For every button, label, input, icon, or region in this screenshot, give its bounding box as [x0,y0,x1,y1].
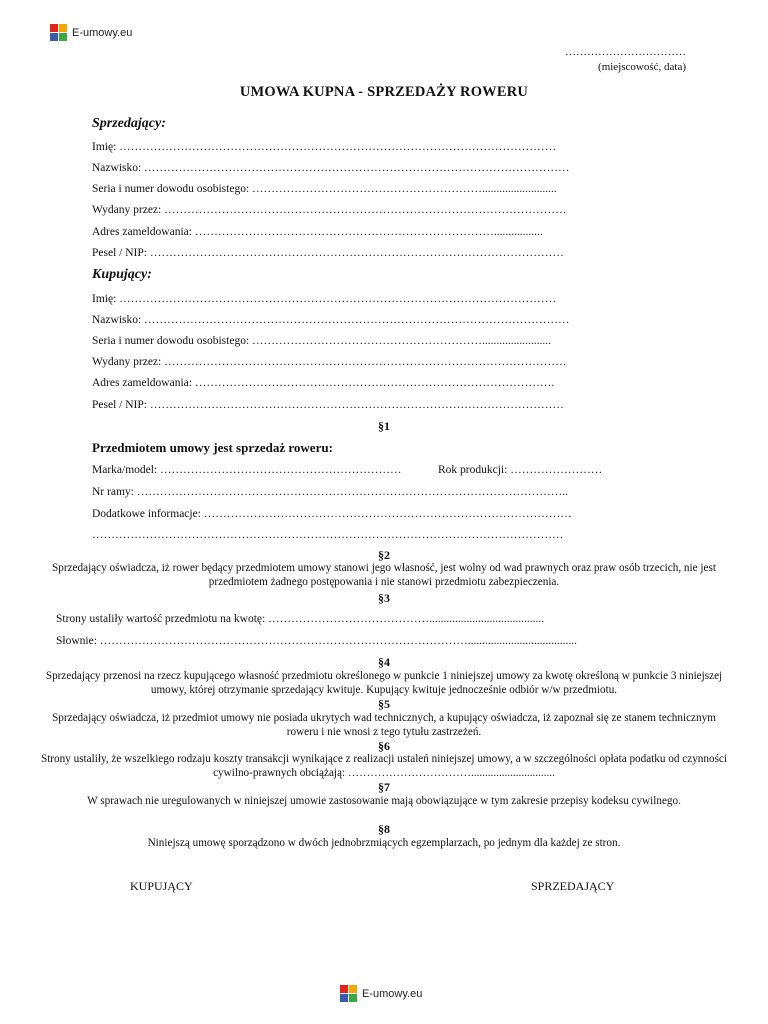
place-date-line: …………………………… [565,46,686,58]
seller-id-field: Seria i numer dowodu osobistego: …………………………………………………….......................... [92,183,557,195]
section-1-subject: Przedmiotem umowy jest sprzedaż roweru: [92,440,333,455]
seller-issued-by-field: Wydany przez: …………………………………………………………………………………………… [92,204,567,216]
logo-icon [50,24,67,41]
brand-logo-bottom [340,985,422,1002]
place-date-block [565,45,686,75]
buyer-address-field: Adres zameldowania: …………………………………………………………………………………. [92,377,555,389]
bike-extra-info-field: Dodatkowe informacje: …………………………………………………………………………………… [92,508,572,520]
buyer-issued-by-field: Wydany przez: …………………………………………………………………………………………… [92,356,567,368]
section-6-title: §6 [378,739,390,753]
buyer-pesel-field: Pesel / NIP: ……………………………………………………………………………………………… [92,399,564,411]
bike-extra-info-line: …………………………………………………………………………………………………………… [92,529,564,541]
logo-text: E-umowy.eu [362,987,423,1000]
section-8-text: Niniejszą umowę sporządzono w dwóch jednobrzmiących egzemplarzach, po jednym dla każdej ze stron. [147,837,621,849]
seller-heading: Sprzedający: [92,116,166,131]
logo-icon [340,985,357,1002]
section-7-text: W sprawach nie uregulowanych w niniejszej umowie zastosowanie mają obowiązujące w tym zakresie przepisy kodeksu cywilnego. [87,795,681,807]
section-4-title: §4 [378,655,390,669]
section-6-text: Strony ustaliły, że wszelkiego rodzaju koszty transakcji wynikające z realizacji ustaleń niniejszej umowy, a w szczególności opłata podatku od czynności cywilno-prawnych obciążają: …………………………….............................. [40,753,728,779]
buyer-first-name-field: Imię: …………………………………………………………………………………………………… [92,293,557,305]
brand-logo-top [50,24,132,41]
section-5-text: Sprzedający oświadcza, iż przedmiot umowy nie posiada ukrytych wad technicznych, a kupujący oświadcza, iż zapoznał się ze stanem technicznym roweru i nie wnosi z tego tytułu zastrzeżeń. [52,712,716,738]
section-7-title: §7 [378,780,390,794]
bike-frame-number-field: Nr ramy: ………………………………………………………………………………………………….. [92,486,568,498]
section-2-text: Sprzedający oświadcza, iż rower będący przedmiotem umowy stanowi jego własność, jest wolny od wad prawnych oraz praw osób trzecich, nie jest przedmiotem żadnego postępowania i nie stanowi przedmiotu zabezpieczenia. [52,562,716,588]
section-2-title: §2 [378,548,390,562]
buyer-id-field: Seria i numer dowodu osobistego: ……………………………………………………........................ [92,335,552,347]
buyer-signature-label: KUPUJĄCY [130,879,193,893]
buyer-last-name-field: Nazwisko: ………………………………………………………………………………………………… [92,314,570,326]
section-4-text: Sprzedający przenosi na rzecz kupującego własność przedmiotu określonego w punkcie 1 niniejszej umowy za kwotę określoną w punkcie 3 niniejszej umowy, której otrzymanie sprzedający kwituje. Kupujący kwituje jednocześnie odbiór w/w przedmiotu. [45,670,723,696]
bike-brand-model-field: Marka/model: ……………………………………………………… [92,464,402,476]
seller-first-name-field: Imię: …………………………………………………………………………………………………… [92,141,557,153]
section-3-title: §3 [378,591,390,605]
document-title: UMOWA KUPNA - SPRZEDAŻY ROWERU [239,84,529,100]
price-amount-field: Strony ustaliły wartość przedmiotu na kwotę: ……………………………………........................................ [56,613,545,625]
bike-year-field: Rok produkcji: …………………… [438,464,603,476]
seller-address-field: Adres zameldowania: ……………………………………………………………………................. [92,226,543,238]
seller-last-name-field: Nazwisko: ………………………………………………………………………………………………… [92,162,570,174]
section-1-title: §1 [378,419,390,433]
price-words-field: Słownie: ……………………………………………………………………………………...................................... [56,635,578,647]
seller-pesel-field: Pesel / NIP: ……………………………………………………………………………………………… [92,247,564,259]
place-date-label: (miejscowość, data) [598,61,686,73]
buyer-heading: Kupujący: [92,267,152,282]
seller-signature-label: SPRZEDAJĄCY [531,879,615,893]
logo-text: E-umowy.eu [72,26,133,39]
section-5-title: §5 [378,697,390,711]
section-8-title: §8 [378,822,390,836]
